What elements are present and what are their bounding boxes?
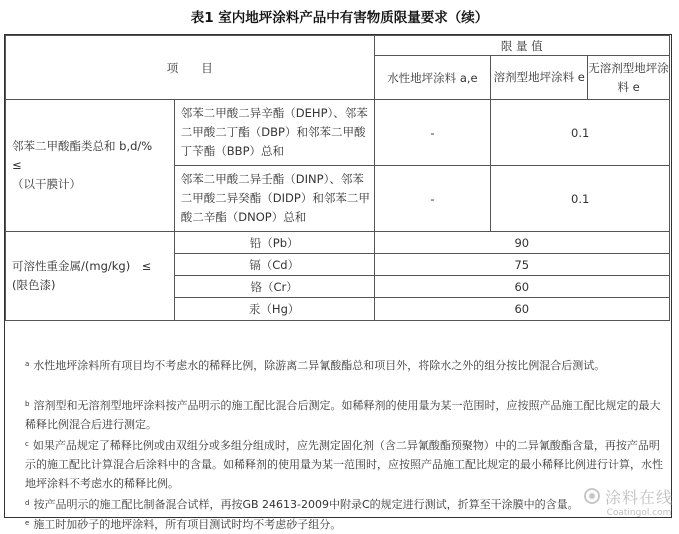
watermark: [605, 485, 673, 518]
footnote-mark: b: [25, 400, 30, 408]
header-item: 项 目: [6, 36, 375, 100]
group1-water-value: -: [374, 100, 491, 166]
footnote-text: 施工时加砂子的地坪涂料，所有项目测试时均不考虑砂子组分。: [33, 518, 342, 531]
metal-name-hg: 汞（Hg）: [174, 298, 374, 321]
watermark-logo-icon: [583, 487, 601, 505]
table-title: 表1 室内地坪涂料产品中有害物质限量要求（续）: [190, 10, 489, 26]
group1-value: 0.1: [491, 100, 670, 166]
limits-table: [5, 35, 670, 321]
phthalate-label-line1: 邻苯二甲酸酯类总和 b,d/%: [12, 139, 153, 153]
metal-value-cd: 75: [374, 254, 669, 276]
watermark-url: Coatingol.com: [606, 508, 672, 518]
header-col-water: 水性地坪涂料 a,e: [374, 56, 491, 100]
watermark-text: 涂料在线: [604, 488, 673, 507]
metal-label-line1: 可溶性重金属/(mg/kg) ≤: [12, 259, 152, 273]
group2-water-value: -: [374, 166, 491, 232]
metal-name-cr: 铬（Cr）: [174, 276, 374, 298]
footnote-d: [25, 495, 665, 514]
metal-name-cd: 镉（Cd）: [174, 254, 374, 276]
footnote-mark: a: [25, 360, 30, 368]
phthalate-label: [6, 100, 175, 232]
metal-name-pb: 铅（Pb）: [174, 232, 374, 254]
metal-value-pb: 90: [374, 232, 669, 254]
phthalate-group1: 邻苯二甲酸二异辛酯（DEHP）、邻苯二甲酸二丁酯（DBP）和邻苯二甲酸丁苄酯（BBP）总和: [174, 100, 374, 166]
metal-label: [6, 232, 175, 321]
footnote-a: [25, 356, 665, 375]
metal-label-line2: (限色漆): [12, 278, 56, 292]
footnote-text: 按产品明示的施工配比制备混合试样，再按GB 24613-2009中附录C的规定进行测试，折算至干涂膜中的含量。: [33, 498, 579, 511]
footnote-text: 如果产品规定了稀释比例或由双组分或多组分组成时，应先测定固化剂（含二异氰酸酯预聚物）中的二异氰酸酯含量，再按产品明示的施工配比计算混合后涂料中的含量。如稀释剂的使用量为某一范围时，应按照产品施工配比规定的最小稀释比例进行计算，水性地坪涂料不考虑水的稀释比例。: [25, 439, 663, 490]
header-col-solvent: 溶剂型地坪涂料 e: [491, 56, 588, 100]
footnote-c: [25, 436, 665, 493]
table-frame: [4, 34, 672, 531]
metal-value-cr: 60: [374, 276, 669, 298]
footnote-text: 水性地坪涂料所有项目均不考虑水的稀释比例，除游离二异氰酸酯总和项目外，将除水之外的组分按比例混合后测试。: [33, 359, 606, 372]
footnote-e: [25, 515, 665, 534]
group2-value: 0.1: [491, 166, 670, 232]
footnote-mark: d: [25, 499, 30, 507]
footnote-mark: e: [25, 519, 30, 527]
footnote-mark: c: [25, 440, 29, 448]
header-col-solventless: 无溶剂型地坪涂料 e: [588, 56, 670, 100]
metal-value-hg: 60: [374, 298, 669, 321]
phthalate-label-line3: （以干膜计）: [12, 177, 81, 191]
phthalate-label-line2: ≤: [12, 158, 22, 172]
phthalate-group2: 邻苯二甲酸二异壬酯（DINP）、邻苯二甲酸二异癸酯（DIDP）和邻苯二甲酸二辛酯（DNOP）总和: [174, 166, 374, 232]
footnote-b: [25, 396, 665, 434]
header-limit: 限 量 值: [374, 36, 669, 56]
footnote-text: 溶剂型和无溶剂型地坪涂料按产品明示的施工配比混合后测定。如稀释剂的使用量为某一范围时，应按照产品施工配比规定的最大稀释比例混合后进行测定。: [25, 399, 661, 431]
